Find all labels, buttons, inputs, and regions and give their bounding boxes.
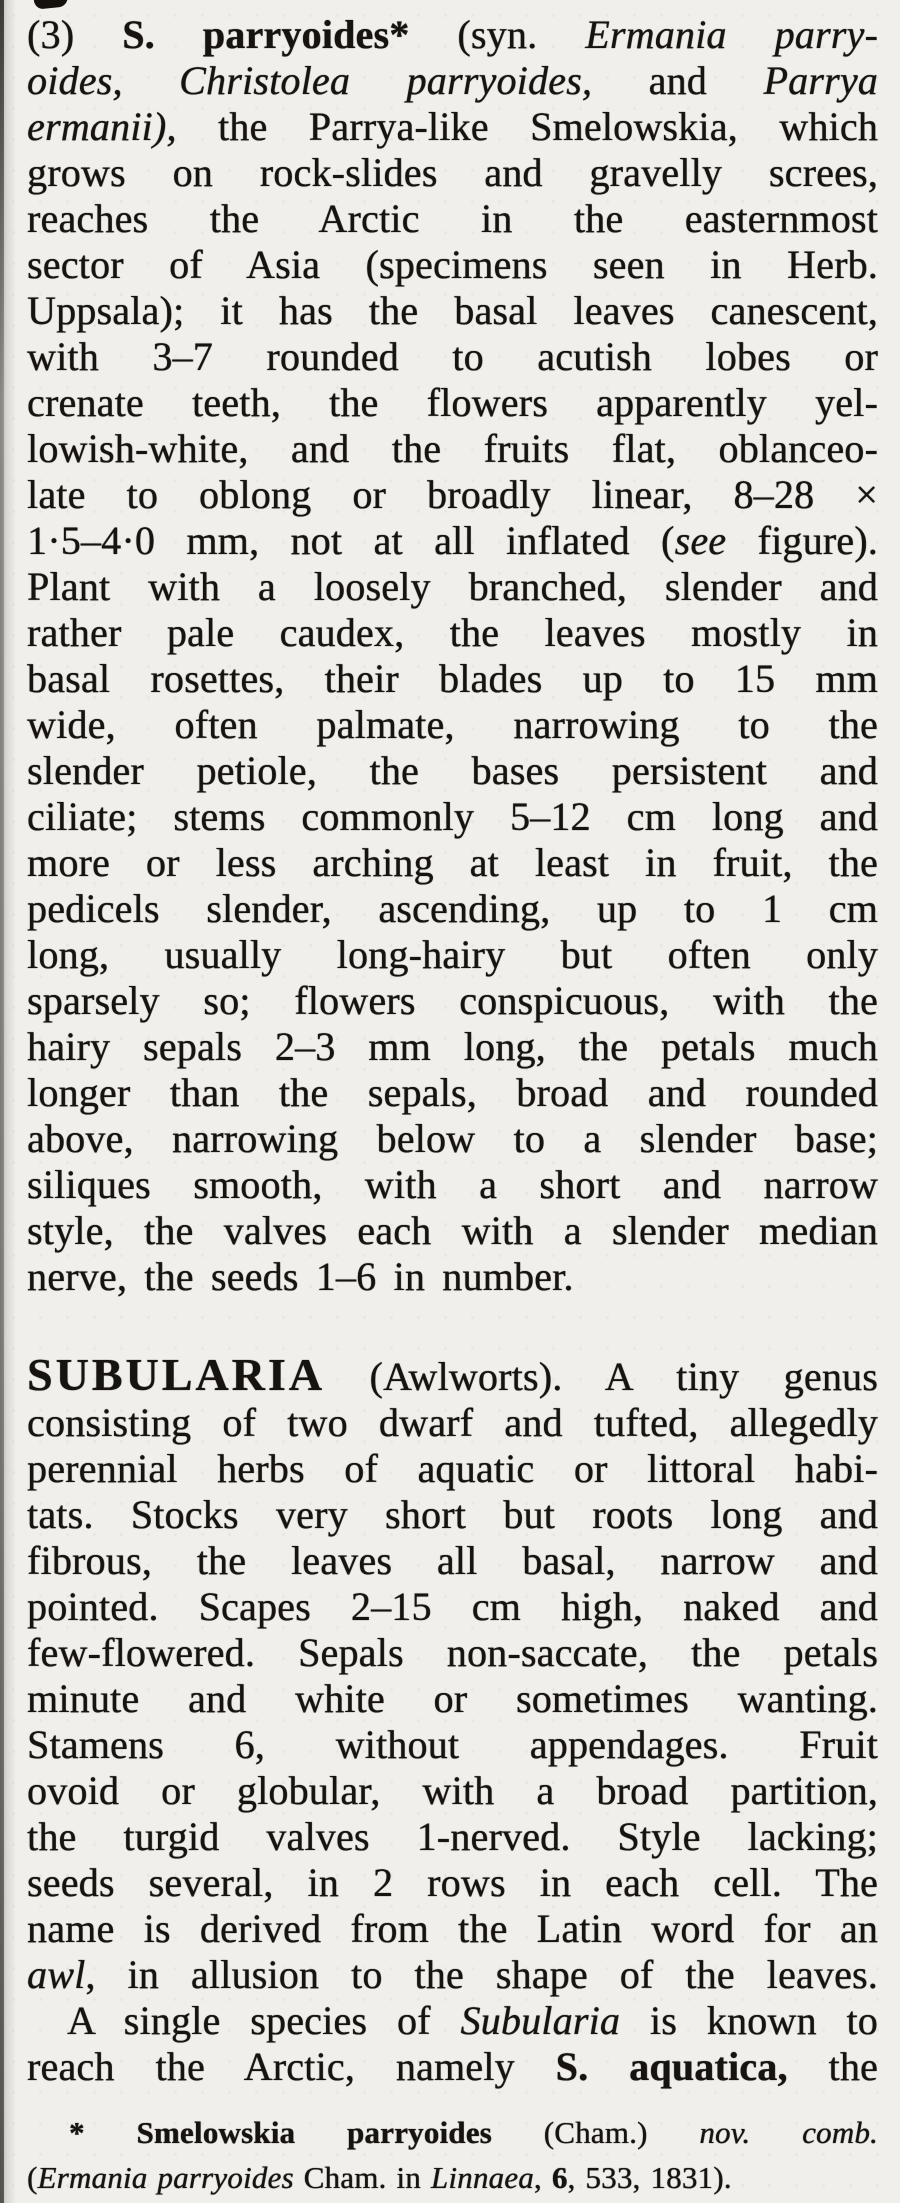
- text-segment: awl: [27, 1952, 86, 1997]
- text-segment: ermanii),: [27, 104, 177, 149]
- text-line: [27, 472, 878, 518]
- text-line: [27, 1446, 878, 1492]
- text-segment: wide, often palmate, narrowing to the: [27, 702, 878, 747]
- text-segment: the turgid valves 1-nerved. Style lacking;: [27, 1814, 878, 1859]
- para-genus-subularia: [27, 1349, 878, 1998]
- text-segment: longer than the sepals, broad and rounded: [27, 1070, 878, 1115]
- text-segment: crenate teeth, the flowers apparently yel-: [27, 380, 878, 425]
- text-line: [27, 1208, 878, 1254]
- text-segment: , in allusion to the shape of the leaves.: [85, 1952, 878, 1997]
- text-segment: pointed. Scapes 2–15 cm high, naked and: [27, 1584, 878, 1629]
- text-segment: name is derived from the Latin word for an: [27, 1906, 878, 1951]
- text-line: [27, 518, 878, 564]
- text-line: [27, 1254, 878, 1300]
- text-line: [27, 748, 878, 794]
- text-segment: reach the Arctic, namely: [27, 2044, 556, 2089]
- text-segment: with 3–7 rounded to acutish lobes or: [27, 334, 878, 379]
- text-segment: Uppsala); it has the basal leaves canescent,: [27, 288, 878, 333]
- text-segment: Plant with a loosely branched, slender and: [27, 564, 878, 609]
- text-segment: (syn.: [409, 12, 586, 57]
- para-species-s-parryoides: [27, 12, 878, 1300]
- text-segment: slender petiole, the bases persistent and: [27, 748, 878, 793]
- text-segment: reaches the Arctic in the easternmost: [27, 196, 878, 241]
- text-segment: (Awlworts). A tiny genus: [324, 1354, 878, 1399]
- text-segment: Subularia: [460, 1998, 621, 2043]
- text-segment: the Parrya-like Smelowskia, which: [176, 104, 878, 149]
- text-line: [27, 794, 878, 840]
- text-segment: lowish-white, and the fruits flat, oblanceo-: [27, 426, 878, 471]
- text-line: [27, 2110, 878, 2155]
- text-line: [27, 1952, 878, 1998]
- text-line: [27, 1768, 878, 1814]
- text-segment: late to oblong or broadly linear, 8–28 ×: [27, 472, 878, 517]
- text-segment: Parrya: [763, 58, 878, 103]
- text-segment: more or less arching at least in fruit, the: [27, 840, 878, 885]
- text-segment: S. parryoides*: [122, 12, 410, 57]
- text-segment: ,: [533, 2160, 552, 2195]
- text-segment: is known to: [620, 1998, 878, 2043]
- text-line: [27, 1676, 878, 1722]
- text-segment: see: [674, 518, 727, 563]
- text-line: [27, 380, 878, 426]
- text-segment: Linnaea: [430, 2160, 534, 2195]
- text-line: [27, 1906, 878, 1952]
- text-segment: hairy sepals 2–3 mm long, the petals much: [27, 1024, 878, 1069]
- text-segment: , 533, 1831).: [567, 2160, 732, 2195]
- text-segment: SUBULARIA: [27, 1349, 325, 1400]
- text-segment: nov. comb.: [699, 2115, 878, 2150]
- text-segment: perennial herbs of aquatic or littoral habi-: [27, 1446, 878, 1491]
- text-line: [27, 1860, 878, 1906]
- text-line: [27, 978, 878, 1024]
- text-segment: and: [592, 58, 764, 103]
- text-segment: long, usually long-hairy but often only: [27, 932, 878, 977]
- text-line: [27, 2155, 878, 2200]
- text-line: [27, 150, 878, 196]
- text-segment: ciliate; stems commonly 5–12 cm long and: [27, 794, 878, 839]
- text-line: [27, 1162, 878, 1208]
- text-line: [27, 1400, 878, 1446]
- text-line: [27, 2044, 878, 2090]
- text-segment: minute and white or sometimes wanting.: [27, 1676, 878, 1721]
- text-segment: Ermania parryoides: [37, 2160, 294, 2195]
- text-line: [27, 242, 878, 288]
- text-line: [27, 1492, 878, 1538]
- text-line: [27, 656, 878, 702]
- text-segment: 6: [551, 2160, 568, 2195]
- text-segment: (: [27, 2160, 38, 2195]
- text-line: [27, 1630, 878, 1676]
- text-segment: seeds several, in 2 rows in each cell. The: [27, 1860, 878, 1905]
- text-segment: sparsely so; flowers conspicuous, with the: [27, 978, 878, 1023]
- para-single-species: [27, 1998, 878, 2090]
- text-segment: Stamens 6, without appendages. Fruit: [27, 1722, 878, 1767]
- text-segment: above, narrowing below to a slender base;: [27, 1116, 878, 1161]
- text-line: [27, 12, 878, 58]
- text-segment: pedicels slender, ascending, up to 1 cm: [27, 886, 878, 931]
- text-line: [27, 840, 878, 886]
- text-segment: rather pale caudex, the leaves mostly in: [27, 610, 878, 655]
- text-line: [27, 58, 878, 104]
- text-segment: tats. Stocks very short but roots long and: [27, 1492, 878, 1537]
- text-line: [27, 1116, 878, 1162]
- text-segment: fibrous, the leaves all basal, narrow and: [27, 1538, 878, 1583]
- text-segment: (Cham.): [491, 2115, 700, 2150]
- text-segment: figure).: [726, 518, 878, 563]
- text-segment: few-flowered. Sepals non-saccate, the petals: [27, 1630, 878, 1675]
- text-line: [27, 1722, 878, 1768]
- text-line: [27, 1538, 878, 1584]
- text-segment: Ermania parry-: [585, 12, 878, 57]
- text-line: [27, 288, 878, 334]
- text-line: [27, 196, 878, 242]
- footnote-smelowskia-parryoides: [27, 2110, 878, 2200]
- text-segment: * Smelowskia parryoides: [69, 2115, 492, 2150]
- text-line: [27, 564, 878, 610]
- text-line: [27, 104, 878, 150]
- text-segment: basal rosettes, their blades up to 15 mm: [27, 656, 878, 701]
- text-line: [27, 334, 878, 380]
- text-line: [27, 886, 878, 932]
- text-line: [27, 426, 878, 472]
- text-segment: Cham. in: [293, 2160, 431, 2195]
- text-line: [27, 1349, 878, 1400]
- text-segment: oides, Christolea parryoides,: [27, 58, 593, 103]
- text-segment: nerve, the seeds 1–6 in number.: [27, 1254, 574, 1299]
- text-segment: consisting of two dwarf and tufted, allegedly: [27, 1400, 878, 1445]
- text-line: [27, 1584, 878, 1630]
- text-line: [27, 610, 878, 656]
- text-segment: (3): [27, 12, 123, 57]
- text-line: [27, 1814, 878, 1860]
- text-segment: siliques smooth, with a short and narrow: [27, 1162, 878, 1207]
- text-segment: 1·5–4·0 mm, not at all inflated (: [27, 518, 675, 563]
- text-line: [27, 1070, 878, 1116]
- text-segment: ovoid or globular, with a broad partition,: [27, 1768, 878, 1813]
- text-line: [27, 932, 878, 978]
- text-segment: style, the valves each with a slender median: [27, 1208, 878, 1253]
- text-segment: sector of Asia (specimens seen in Herb.: [27, 242, 878, 287]
- text-line: [27, 1024, 878, 1070]
- text-line: [27, 702, 878, 748]
- text-segment: S. aquatica,: [555, 2044, 788, 2089]
- text-segment: the: [787, 2044, 879, 2089]
- text-line: [27, 1998, 878, 2044]
- text-segment: A single species of: [67, 1998, 461, 2043]
- text-segment: grows on rock-slides and gravelly screes,: [27, 150, 878, 195]
